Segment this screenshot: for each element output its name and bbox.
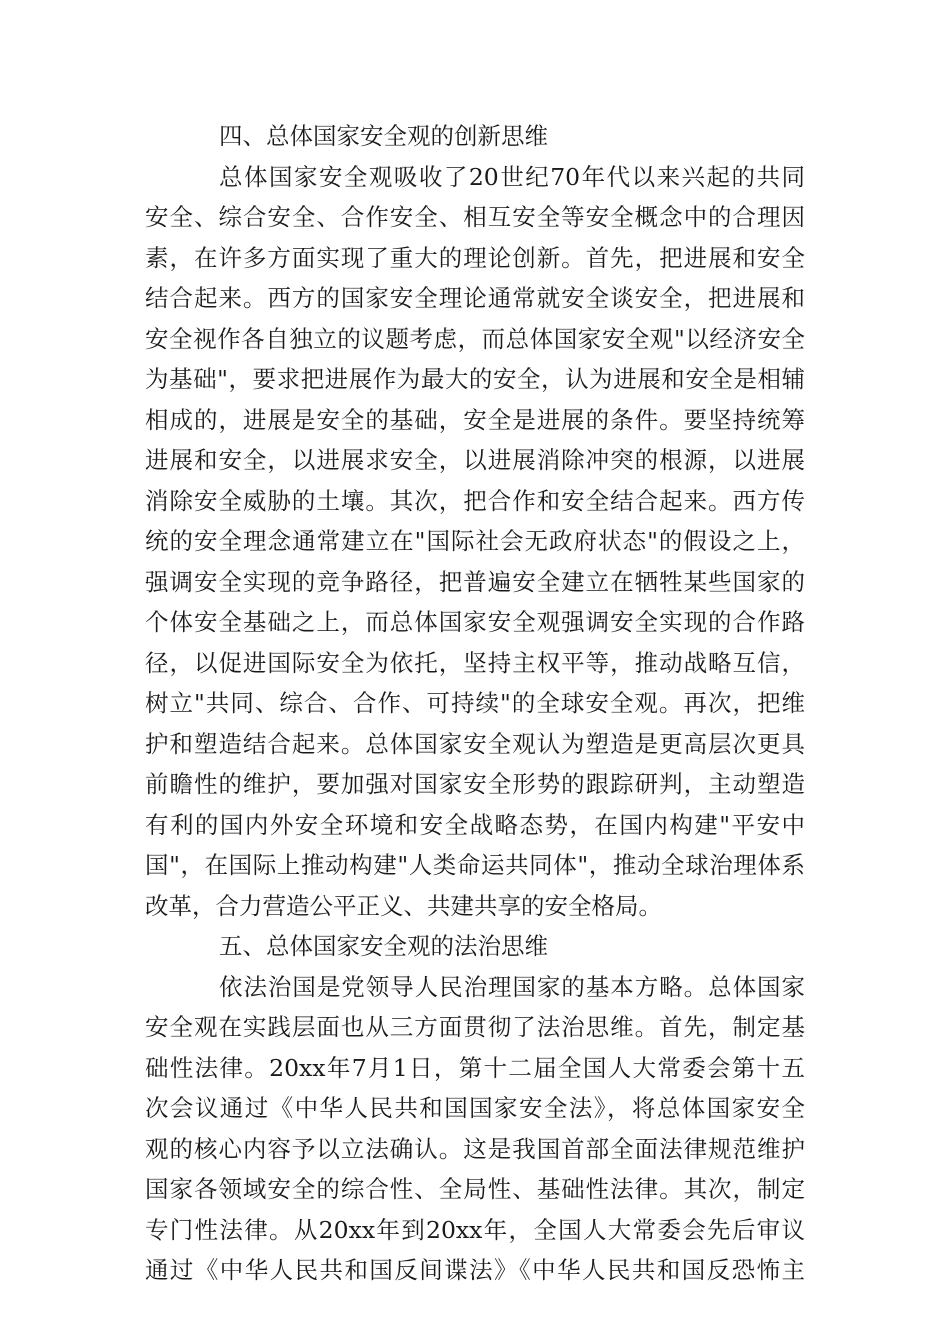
text-line: 国家各领域安全的综合性、全局性、基础性法律。其次，制定 <box>145 1175 805 1203</box>
text-line: 次会议通过《中华人民共和国国家安全法》，将总体国家安全 <box>145 1094 805 1122</box>
text-line: 安全观在实践层面也从三方面贯彻了法治思维。首先，制定基 <box>145 1013 805 1041</box>
text-line: 护和塑造结合起来。总体国家安全观认为塑造是更高层次更具 <box>145 729 805 758</box>
text-line: 个体安全基础之上，而总体国家安全观强调安全实现的合作路 <box>145 608 805 636</box>
text-line: 为基础"，要求把进展作为最大的安全，认为进展和安全是相辅 <box>145 365 805 393</box>
section-4-paragraph <box>145 157 805 927</box>
text-line: 有利的国内外安全环境和安全战略态势，在国内构建"平安中 <box>145 810 805 839</box>
section-heading-5: 五、总体国家安全观的法治思维 <box>219 932 548 960</box>
section-heading-4: 四、总体国家安全观的创新思维 <box>219 122 548 150</box>
text-line: 消除安全威胁的土壤。其次，把合作和安全结合起来。西方传 <box>145 486 805 515</box>
text-line: 树立"共同、综合、合作、可持续"的全球安全观。再次，把维 <box>145 689 805 717</box>
text-line: 通过《中华人民共和国反间谍法》《中华人民共和国反恐怖主 <box>145 1256 805 1284</box>
text-line: 改革，合力营造公平正义、共建共享的安全格局。 <box>145 891 662 920</box>
text-line: 安全视作各自独立的议题考虑，而总体国家安全观"以经济安全 <box>145 324 805 353</box>
text-line: 素，在许多方面实现了重大的理论创新。首先，把进展和安全 <box>145 243 805 272</box>
text-line: 安全、综合安全、合作安全、相互安全等安全概念中的合理因 <box>145 203 805 231</box>
text-line: 相成的，进展是安全的基础，安全是进展的条件。要坚持统筹 <box>145 405 805 434</box>
text-line: 总体国家安全观吸收了20世纪70年代以来兴起的共同 <box>219 162 805 191</box>
text-line: 径，以促进国际安全为依托，坚持主权平等，推动战略互信， <box>145 648 805 677</box>
text-line: 结合起来。西方的国家安全理论通常就安全谈安全，把进展和 <box>145 284 805 312</box>
text-line: 前瞻性的维护，要加强对国家安全形势的跟踪研判，主动塑造 <box>145 770 805 798</box>
text-line: 观的核心内容予以立法确认。这是我国首部全面法律规范维护 <box>145 1134 805 1163</box>
document-body <box>145 116 805 1291</box>
text-line: 进展和安全，以进展求安全，以进展消除冲突的根源，以进展 <box>145 446 805 474</box>
text-line: 础性法律。20xx年7月1日，第十二届全国人大常委会第十五 <box>145 1053 805 1082</box>
text-line: 国"，在国际上推动构建"人类命运共同体"，推动全球治理体系 <box>145 851 805 879</box>
text-line: 统的安全理念通常建立在"国际社会无政府状态"的假设之上， <box>145 527 805 555</box>
text-line: 专门性法律。从20xx年到20xx年，全国人大常委会先后审议 <box>145 1215 805 1244</box>
text-line: 依法治国是党领导人民治理国家的基本方略。总体国家 <box>219 972 805 1001</box>
section-5-paragraph <box>145 967 805 1291</box>
text-line: 强调安全实现的竞争路径，把普遍安全建立在牺牲某些国家的 <box>145 567 805 596</box>
